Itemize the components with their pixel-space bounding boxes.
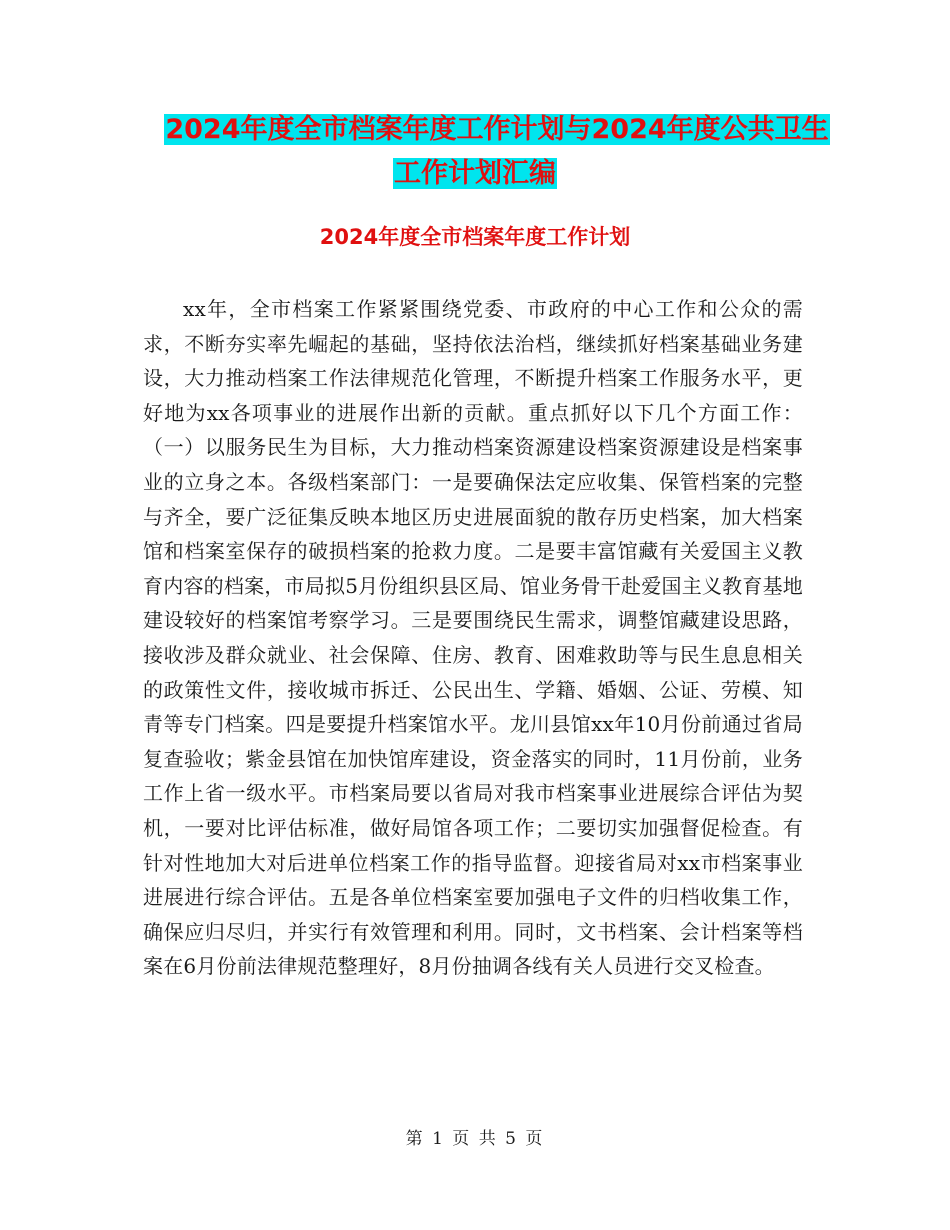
page-number-footer: 第 1 页 共 5 页 <box>405 1129 545 1149</box>
body-paragraph: xx年，全市档案工作紧紧围绕党委、市政府的中心工作和公众的需求，不断夯实率先崛起的基础，坚持依法治档，继续抓好档案基础业务建设，大力推动档案工作法律规范化管理，不断提升档案工作服务水平，更好地为xx各项事业的进展作出新的贡献。重点抓好以下几个方面工作：（一）以服务民生为目标，大力推动档案资源建设档案资源建设是档案事业的立身之本。各级档案部门：一是要确保法定应收集、保管档案的完整与齐全，要广泛征集反映本地区历史进展面貌的散存历史档案，加大档案馆和档案室保存的破损档案的抢救力度。二是要丰富馆藏有关爱国主义教育内容的档案，市局拟5月份组织县区局、馆业务骨干赴爱国主义教育基地建设较好的档案馆考察学习。三是要围绕民生需求，调整馆藏建设思路，接收涉及群众就业、社会保障、住房、教育、困难救助等与民生息息相关的政策性文件，接收城市拆迁、公民出生、学籍、婚姻、公证、劳模、知青等专门档案。四是要提升档案馆水平。龙川县馆xx年10月份前通过省局复查验收；紫金县馆在加快馆库建设，资金落实的同时，11月份前，业务工作上省一级水平。市档案局要以省局对我市档案事业进展综合评估为契机，一要对比评估标准，做好局馆各项工作；二要切实加强督促检查。有针对性地加大对后进单位档案工作的指导监督。迎接省局对xx市档案事业进展进行综合评估。五是各单位档案室要加强电子文件的归档收集工作，确保应归尽归，并实行有效管理和利用。同时，文书档案、会计档案等档案在6月份前法律规范整理好，8月份抽调各线有关人员进行交叉检查。 <box>143 297 803 979</box>
section-title: 2024年度全市档案年度工作计划 <box>319 225 631 249</box>
document-title-line-1 <box>22 108 950 152</box>
title-highlight: 2024年度全市档案年度工作计划与2024年度公共卫生 <box>165 114 829 145</box>
document-title-line-2 <box>0 152 950 196</box>
title-highlight: 工作计划汇编 <box>394 158 556 189</box>
